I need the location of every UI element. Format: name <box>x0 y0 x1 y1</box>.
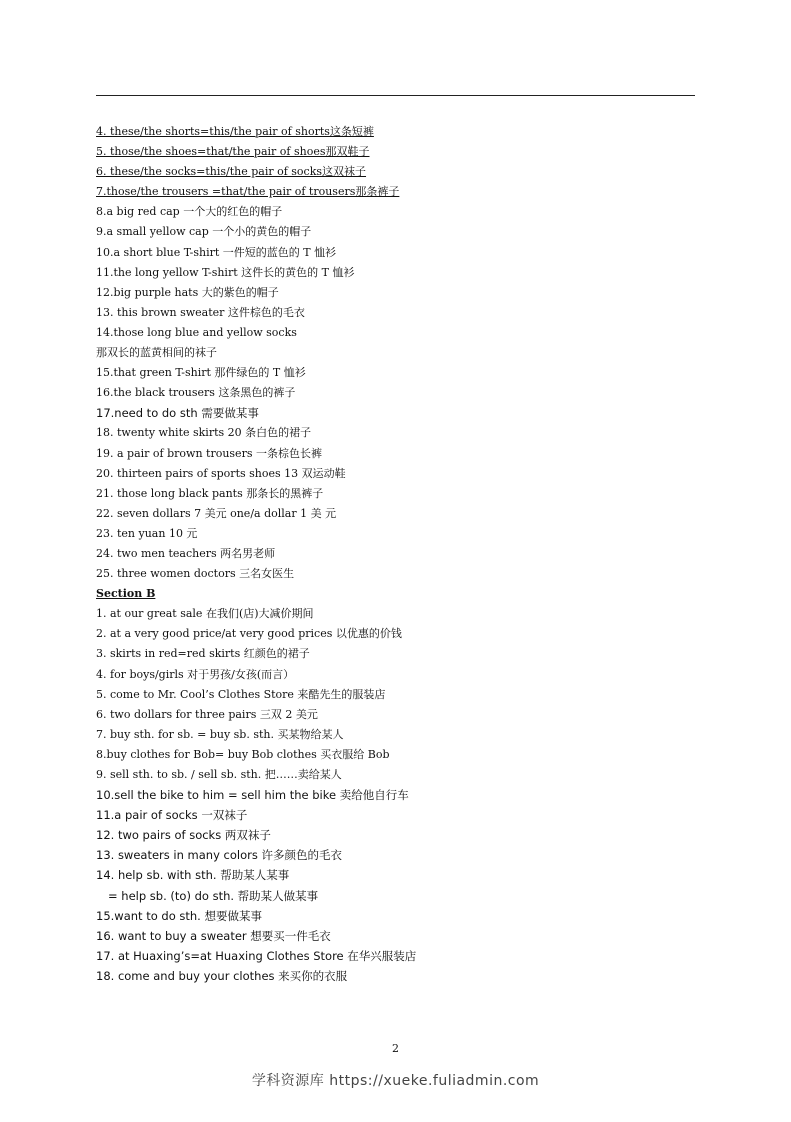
vocab-line: 16.the black trousers 这条黑色的裤子 <box>96 386 296 400</box>
vocab-line: 8.buy clothes for Bob= buy Bob clothes 买衣服给 Bob <box>96 747 390 761</box>
vocab-line: 10.a short blue T-shirt 一件短的蓝色的 T 恤衫 <box>96 245 337 259</box>
vocab-line: 4. for boys/girls 对于男孩/女孩(而言） <box>96 667 295 681</box>
footer-watermark: 学科资源库 https://xueke.fuliadmin.com <box>251 1073 540 1089</box>
vocab-line: 16. want to buy a sweater 想要买一件毛衣 <box>96 928 331 943</box>
vocab-line: 1. at our great sale 在我们(店)大减价期间 <box>96 607 314 621</box>
vocab-line: 6. these/the socks=this/the pair of socks这双袜子 <box>96 165 367 179</box>
vocab-line: 那双长的蓝黄相间的袜子 <box>96 346 217 360</box>
vocab-line: 5. come to Mr. Cool’s Clothes Store 来酷先生的服装店 <box>96 687 386 701</box>
vocab-line: 3. skirts in red=red skirts 红颜色的裙子 <box>96 647 310 661</box>
vocab-line: 7.those/the trousers =that/the pair of trousers那条裤子 <box>96 185 400 199</box>
vocab-line: 6. two dollars for three pairs 三双 2 美元 <box>96 707 318 721</box>
vocab-line: 11.the long yellow T-shirt 这件长的黄色的 T 恤衫 <box>96 265 355 279</box>
vocab-line: 22. seven dollars 7 美元 one/a dollar 1 美 元 <box>96 506 337 520</box>
vocab-line: 14. help sb. with sth. 帮助某人某事 <box>96 868 290 883</box>
vocab-line: 17. at Huaxing’s=at Huaxing Clothes Store 在华兴服装店 <box>96 948 417 963</box>
vocab-line: 12. two pairs of socks 两双袜子 <box>96 828 271 843</box>
vocab-line: 8.a big red cap 一个大的红色的帽子 <box>96 205 283 219</box>
vocab-line: 18. come and buy your clothes 来买你的衣服 <box>96 968 348 983</box>
vocab-line: 21. those long black pants 那条长的黑裤子 <box>96 486 324 500</box>
page-number: 2 <box>392 1042 399 1055</box>
vocab-line: = help sb. (to) do sth. 帮助某人做某事 <box>108 888 319 903</box>
vocab-line: 14.those long blue and yellow socks <box>96 325 297 339</box>
vocab-line: 23. ten yuan 10 元 <box>96 526 198 540</box>
vocab-line: 10.sell the bike to him = sell him the bike 卖给他自行车 <box>96 788 409 803</box>
vocab-line: 2. at a very good price/at very good prices 以优惠的价钱 <box>96 627 402 641</box>
section-heading: Section B <box>96 587 156 601</box>
vocab-line: 11.a pair of socks 一双袜子 <box>96 808 248 823</box>
document-body <box>96 122 696 986</box>
vocab-line: 9.a small yellow cap 一个小的黄色的帽子 <box>96 225 312 239</box>
vocab-line: 20. thirteen pairs of sports shoes 13 双运动鞋 <box>96 466 346 480</box>
vocab-line: 5. those/the shoes=that/the pair of shoes那双鞋子 <box>96 145 370 159</box>
vocab-line: 15.want to do sth. 想要做某事 <box>96 908 262 923</box>
vocab-line: 7. buy sth. for sb. = buy sb. sth. 买某物给某人 <box>96 727 344 741</box>
vocab-line: 13. sweaters in many colors 许多颜色的毛衣 <box>96 848 343 863</box>
vocab-line: 18. twenty white skirts 20 条白色的裙子 <box>96 426 312 440</box>
vocab-line: 9. sell sth. to sb. / sell sb. sth. 把……卖给某人 <box>96 768 342 781</box>
vocab-line: 19. a pair of brown trousers 一条棕色长裤 <box>96 446 322 460</box>
vocab-line: 13. this brown sweater 这件棕色的毛衣 <box>96 305 305 319</box>
vocab-line: 24. two men teachers 两名男老师 <box>96 546 276 560</box>
header-rule <box>96 95 695 96</box>
vocab-line: 25. three women doctors 三名女医生 <box>96 567 295 581</box>
vocab-line: 17.need to do sth 需要做某事 <box>96 406 259 421</box>
vocab-line: 12.big purple hats 大的紫色的帽子 <box>96 285 279 299</box>
vocab-line: 15.that green T-shirt 那件绿色的 T 恤衫 <box>96 366 306 380</box>
vocab-line: 4. these/the shorts=this/the pair of shorts这条短裤 <box>96 125 374 138</box>
